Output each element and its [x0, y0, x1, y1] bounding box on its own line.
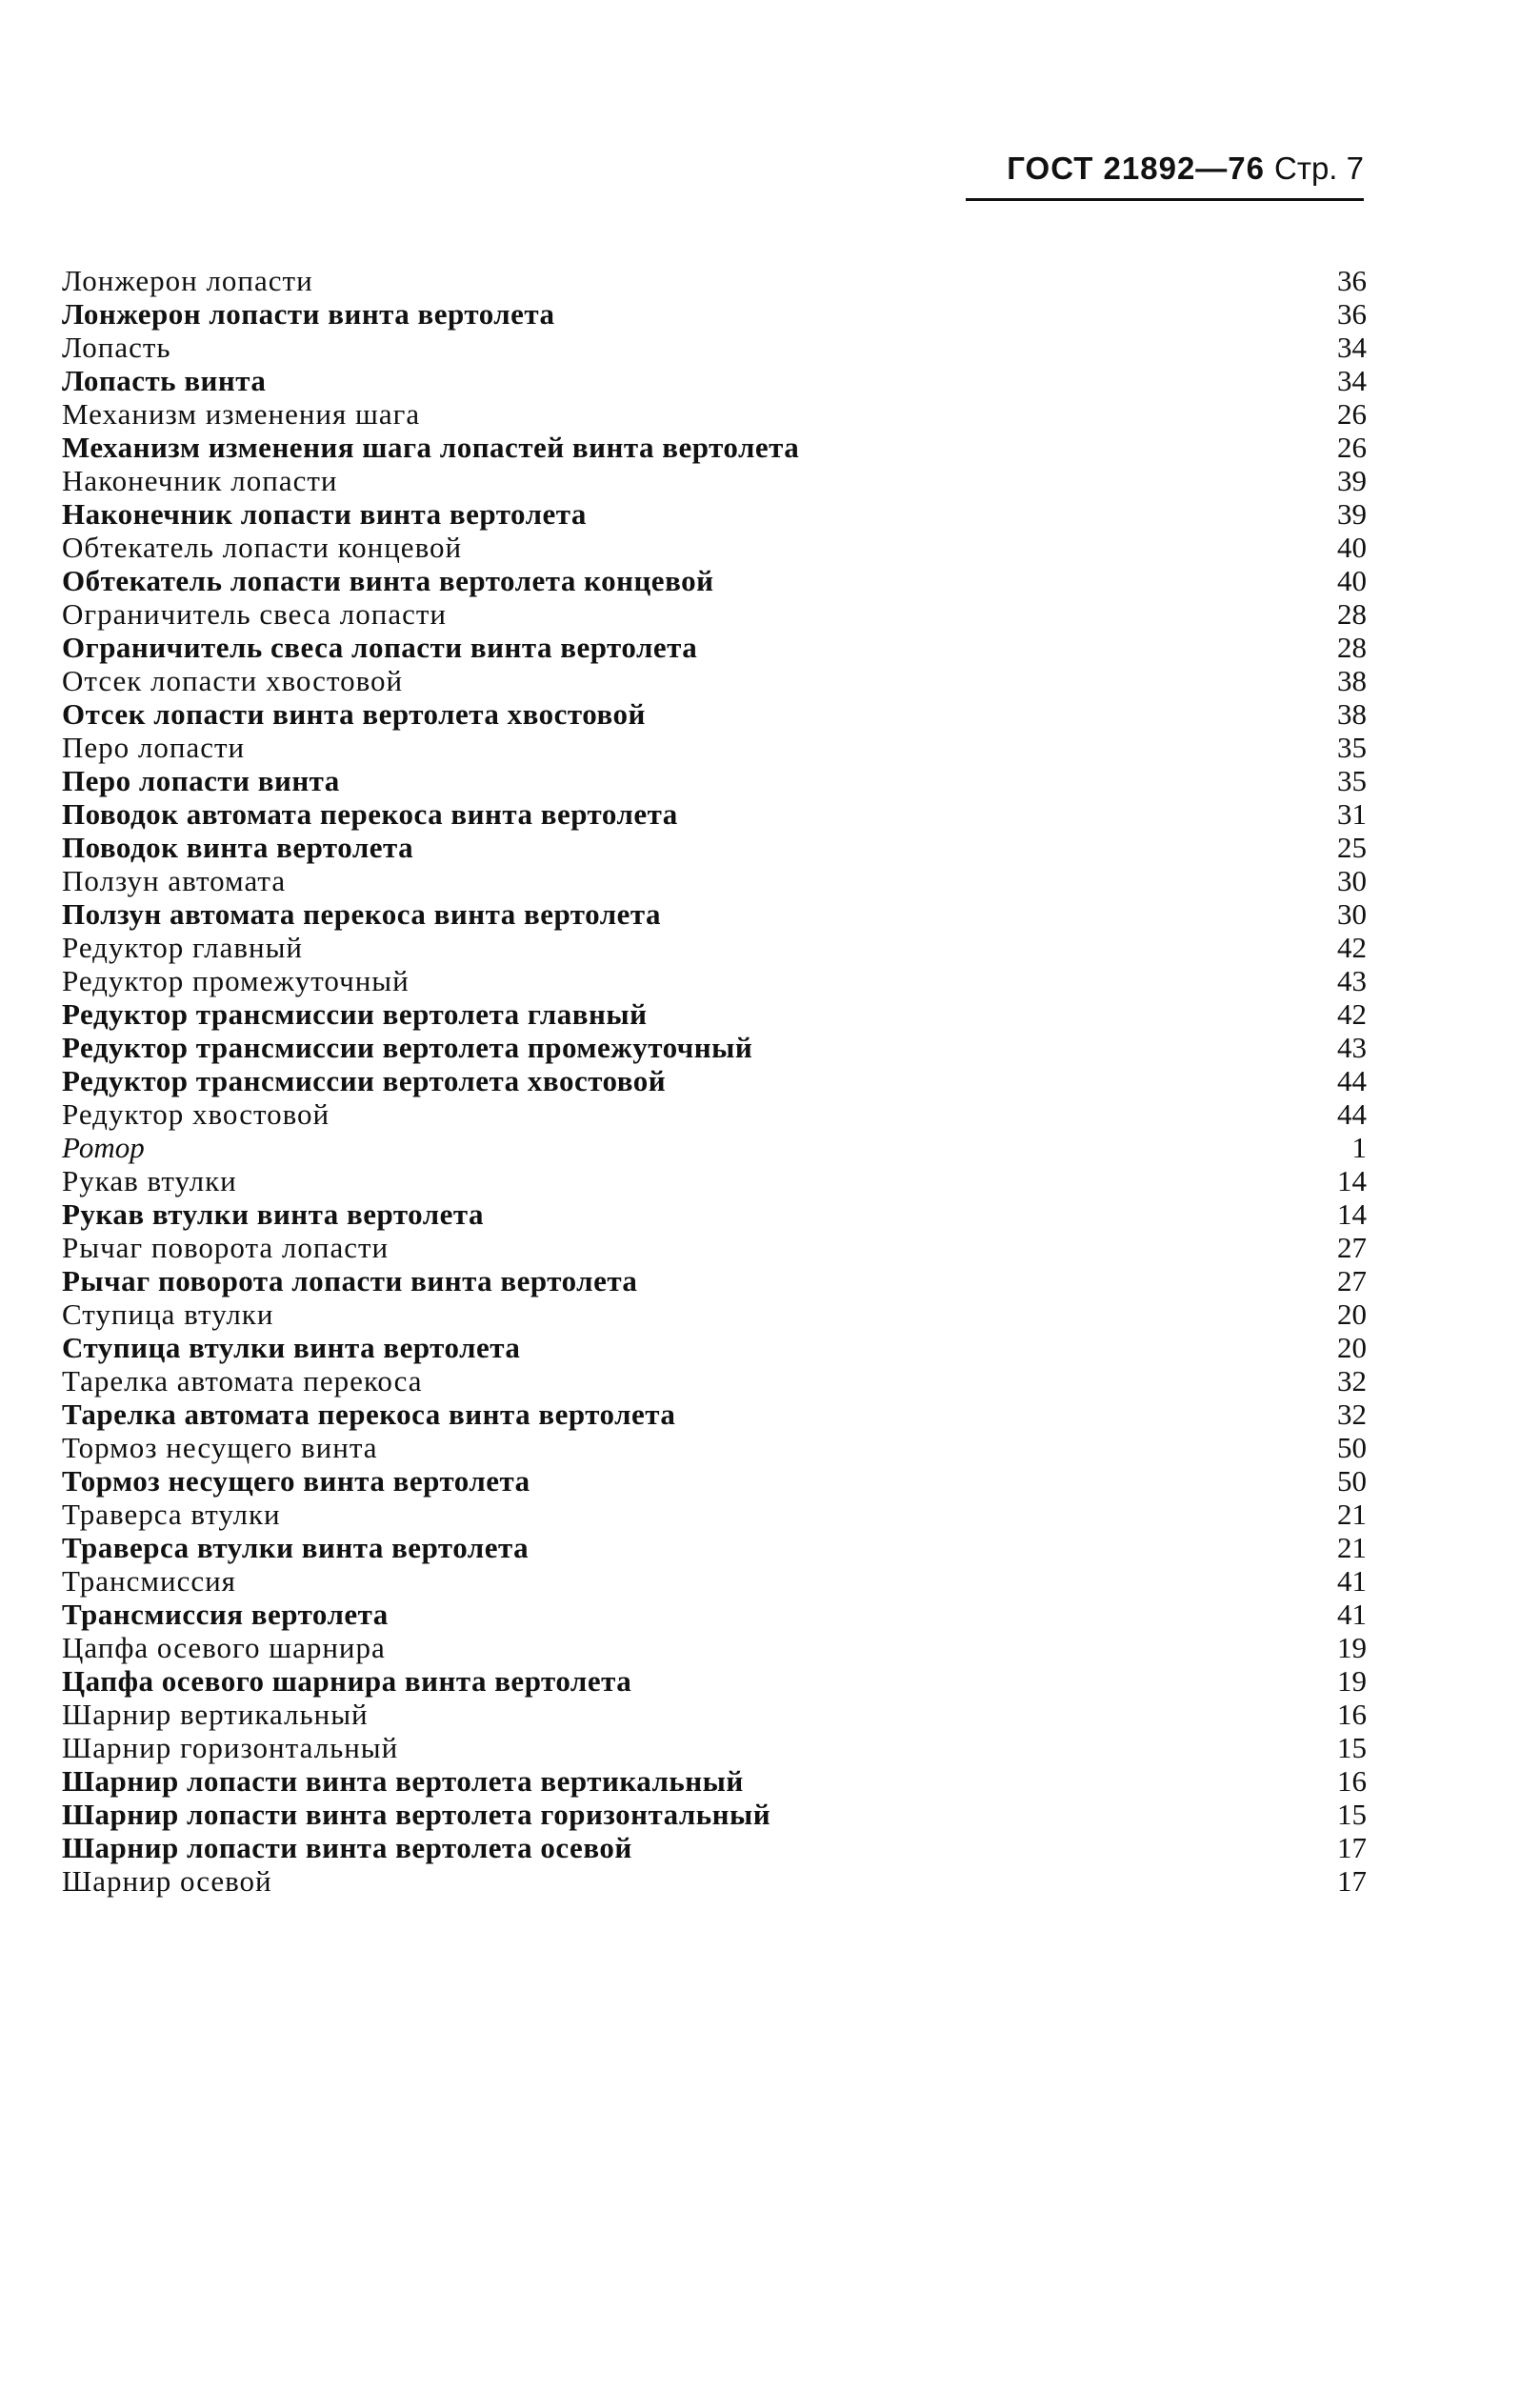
entry-term: Рукав втулки — [62, 1164, 237, 1197]
entry-term: Лопасть винта — [62, 364, 267, 397]
entry-term: Лонжерон лопасти винта вертолета — [62, 297, 555, 331]
entry-term: Обтекатель лопасти винта вертолета концевой — [62, 564, 714, 597]
index-entry — [62, 431, 1367, 464]
entry-page-number: 42 — [1337, 997, 1367, 1031]
entry-term: Цапфа осевого шарнира — [62, 1631, 386, 1664]
index-entry — [62, 1564, 1367, 1598]
index-entry — [62, 997, 1367, 1031]
entry-term: Наконечник лопасти — [62, 464, 338, 497]
entry-term: Шарнир вертикальный — [62, 1698, 369, 1731]
entry-term: Ротор — [62, 1131, 145, 1164]
entry-page-number: 17 — [1337, 1831, 1367, 1864]
entry-page-number: 16 — [1337, 1764, 1367, 1798]
index-entry — [62, 531, 1367, 564]
entry-page-number: 43 — [1337, 1031, 1367, 1064]
entry-page-number: 41 — [1337, 1564, 1367, 1598]
index-entry — [62, 1664, 1367, 1698]
entry-term: Шарнир лопасти винта вертолета горизонтальный — [62, 1798, 771, 1831]
index-entry — [62, 597, 1367, 631]
entry-page-number: 16 — [1337, 1698, 1367, 1731]
entry-page-number: 30 — [1337, 897, 1367, 931]
index-entry — [62, 631, 1367, 664]
entry-page-number: 44 — [1337, 1097, 1367, 1131]
entry-term: Шарнир осевой — [62, 1864, 272, 1898]
index-entry — [62, 497, 1367, 531]
entry-page-number: 41 — [1337, 1598, 1367, 1631]
entry-term: Шарнир лопасти винта вертолета осевой — [62, 1831, 632, 1864]
entry-term: Редуктор хвостовой — [62, 1097, 330, 1131]
index-entry — [62, 1431, 1367, 1464]
index-entry — [62, 931, 1367, 964]
entry-term: Ползун автомата — [62, 864, 287, 897]
index-entry — [62, 331, 1367, 364]
page-header — [1007, 151, 1364, 187]
index-entry — [62, 1364, 1367, 1398]
index-entry — [62, 964, 1367, 997]
entry-page-number: 17 — [1337, 1864, 1367, 1898]
index-entry — [62, 1097, 1367, 1131]
entry-term: Лонжерон лопасти — [62, 264, 313, 297]
entry-page-number: 35 — [1337, 764, 1367, 797]
entry-page-number: 35 — [1337, 731, 1367, 764]
entry-page-number: 28 — [1337, 631, 1367, 664]
index-entry — [62, 697, 1367, 731]
entry-page-number: 39 — [1337, 464, 1367, 497]
entry-term: Тарелка автомата перекоса — [62, 1364, 423, 1398]
entry-term: Редуктор трансмиссии вертолета главный — [62, 997, 648, 1031]
index-entry — [62, 364, 1367, 397]
entry-page-number: 50 — [1337, 1464, 1367, 1498]
page-number: Стр. 7 — [1274, 151, 1364, 186]
index-entry — [62, 1864, 1367, 1898]
entry-term: Перо лопасти винта — [62, 764, 340, 797]
index-entry — [62, 1164, 1367, 1197]
entry-page-number: 21 — [1337, 1498, 1367, 1531]
entry-term: Наконечник лопасти винта вертолета — [62, 497, 587, 531]
entry-term: Рукав втулки винта вертолета — [62, 1197, 485, 1231]
entry-term: Шарнир горизонтальный — [62, 1731, 399, 1764]
index-entry — [62, 897, 1367, 931]
entry-term: Цапфа осевого шарнира винта вертолета — [62, 1664, 632, 1698]
entry-term: Лопасть — [62, 331, 171, 364]
entry-term: Редуктор промежуточный — [62, 964, 410, 997]
entry-page-number: 40 — [1337, 564, 1367, 597]
entry-page-number: 20 — [1337, 1331, 1367, 1364]
index-entry — [62, 1731, 1367, 1764]
index-entry — [62, 1698, 1367, 1731]
index-entry — [62, 1131, 1367, 1164]
entry-page-number: 15 — [1337, 1798, 1367, 1831]
entry-term: Ступица втулки винта вертолета — [62, 1331, 521, 1364]
entry-page-number: 39 — [1337, 497, 1367, 531]
index-entry — [62, 831, 1367, 864]
entry-page-number: 32 — [1337, 1364, 1367, 1398]
entry-term: Отсек лопасти хвостовой — [62, 664, 404, 697]
index-entry — [62, 564, 1367, 597]
entry-term: Трансмиссия вертолета — [62, 1598, 389, 1631]
entry-term: Траверса втулки винта вертолета — [62, 1531, 530, 1564]
standard-number: ГОСТ 21892—76 — [1007, 151, 1265, 186]
entry-page-number: 34 — [1337, 331, 1367, 364]
index-entry — [62, 1764, 1367, 1798]
entry-page-number: 28 — [1337, 597, 1367, 631]
entry-page-number: 36 — [1337, 264, 1367, 297]
entry-term: Механизм изменения шага — [62, 397, 421, 431]
entry-page-number: 14 — [1337, 1197, 1367, 1231]
entry-page-number: 31 — [1337, 797, 1367, 831]
entry-page-number: 38 — [1337, 664, 1367, 697]
entry-page-number: 26 — [1337, 431, 1367, 464]
index-entry — [62, 1064, 1367, 1097]
term-index-list — [62, 264, 1367, 1898]
index-entry — [62, 1031, 1367, 1064]
entry-term: Ступица втулки — [62, 1297, 274, 1331]
index-entry — [62, 1297, 1367, 1331]
entry-term: Редуктор трансмиссии вертолета хвостовой — [62, 1064, 667, 1097]
entry-page-number: 34 — [1337, 364, 1367, 397]
entry-page-number: 44 — [1337, 1064, 1367, 1097]
entry-page-number: 25 — [1337, 831, 1367, 864]
entry-page-number: 43 — [1337, 964, 1367, 997]
entry-term: Траверса втулки — [62, 1498, 281, 1531]
entry-term: Тормоз несущего винта вертолета — [62, 1464, 530, 1498]
entry-term: Ползун автомата перекоса винта вертолета — [62, 897, 661, 931]
index-entry — [62, 864, 1367, 897]
entry-page-number: 19 — [1337, 1631, 1367, 1664]
index-entry — [62, 664, 1367, 697]
index-entry — [62, 1831, 1367, 1864]
index-entry — [62, 264, 1367, 297]
entry-term: Ограничитель свеса лопасти — [62, 597, 447, 631]
index-entry — [62, 1598, 1367, 1631]
entry-page-number: 21 — [1337, 1531, 1367, 1564]
header-rule — [966, 198, 1364, 201]
index-entry — [62, 1398, 1367, 1431]
entry-page-number: 42 — [1337, 931, 1367, 964]
index-entry — [62, 764, 1367, 797]
entry-page-number: 1 — [1351, 1131, 1367, 1164]
index-entry — [62, 1197, 1367, 1231]
entry-term: Тарелка автомата перекоса винта вертолета — [62, 1398, 676, 1431]
entry-page-number: 27 — [1337, 1231, 1367, 1264]
entry-term: Рычаг поворота лопасти — [62, 1231, 390, 1264]
entry-term: Отсек лопасти винта вертолета хвостовой — [62, 697, 646, 731]
index-entry — [62, 1331, 1367, 1364]
entry-term: Редуктор трансмиссии вертолета промежуточный — [62, 1031, 753, 1064]
index-entry — [62, 464, 1367, 497]
entry-page-number: 26 — [1337, 397, 1367, 431]
index-entry — [62, 1464, 1367, 1498]
entry-term: Редуктор главный — [62, 931, 304, 964]
index-entry — [62, 1531, 1367, 1564]
entry-page-number: 30 — [1337, 864, 1367, 897]
entry-term: Шарнир лопасти винта вертолета вертикальный — [62, 1764, 744, 1798]
index-entry — [62, 1798, 1367, 1831]
entry-term: Тормоз несущего винта — [62, 1431, 378, 1464]
index-entry — [62, 731, 1367, 764]
entry-term: Механизм изменения шага лопастей винта вертолета — [62, 431, 800, 464]
entry-term: Поводок винта вертолета — [62, 831, 414, 864]
entry-term: Рычаг поворота лопасти винта вертолета — [62, 1264, 638, 1297]
entry-page-number: 50 — [1337, 1431, 1367, 1464]
index-entry — [62, 797, 1367, 831]
entry-page-number: 20 — [1337, 1297, 1367, 1331]
entry-page-number: 40 — [1337, 531, 1367, 564]
index-entry — [62, 1498, 1367, 1531]
entry-page-number: 14 — [1337, 1164, 1367, 1197]
entry-page-number: 27 — [1337, 1264, 1367, 1297]
entry-page-number: 15 — [1337, 1731, 1367, 1764]
entry-term: Перо лопасти — [62, 731, 246, 764]
entry-page-number: 36 — [1337, 297, 1367, 331]
entry-term: Ограничитель свеса лопасти винта вертолета — [62, 631, 698, 664]
index-entry — [62, 297, 1367, 331]
entry-page-number: 19 — [1337, 1664, 1367, 1698]
entry-page-number: 38 — [1337, 697, 1367, 731]
entry-page-number: 32 — [1337, 1398, 1367, 1431]
index-entry — [62, 1264, 1367, 1297]
index-entry — [62, 1631, 1367, 1664]
entry-term: Обтекатель лопасти концевой — [62, 531, 463, 564]
entry-term: Трансмиссия — [62, 1564, 236, 1598]
index-entry — [62, 397, 1367, 431]
entry-term: Поводок автомата перекоса винта вертолета — [62, 797, 678, 831]
index-entry — [62, 1231, 1367, 1264]
